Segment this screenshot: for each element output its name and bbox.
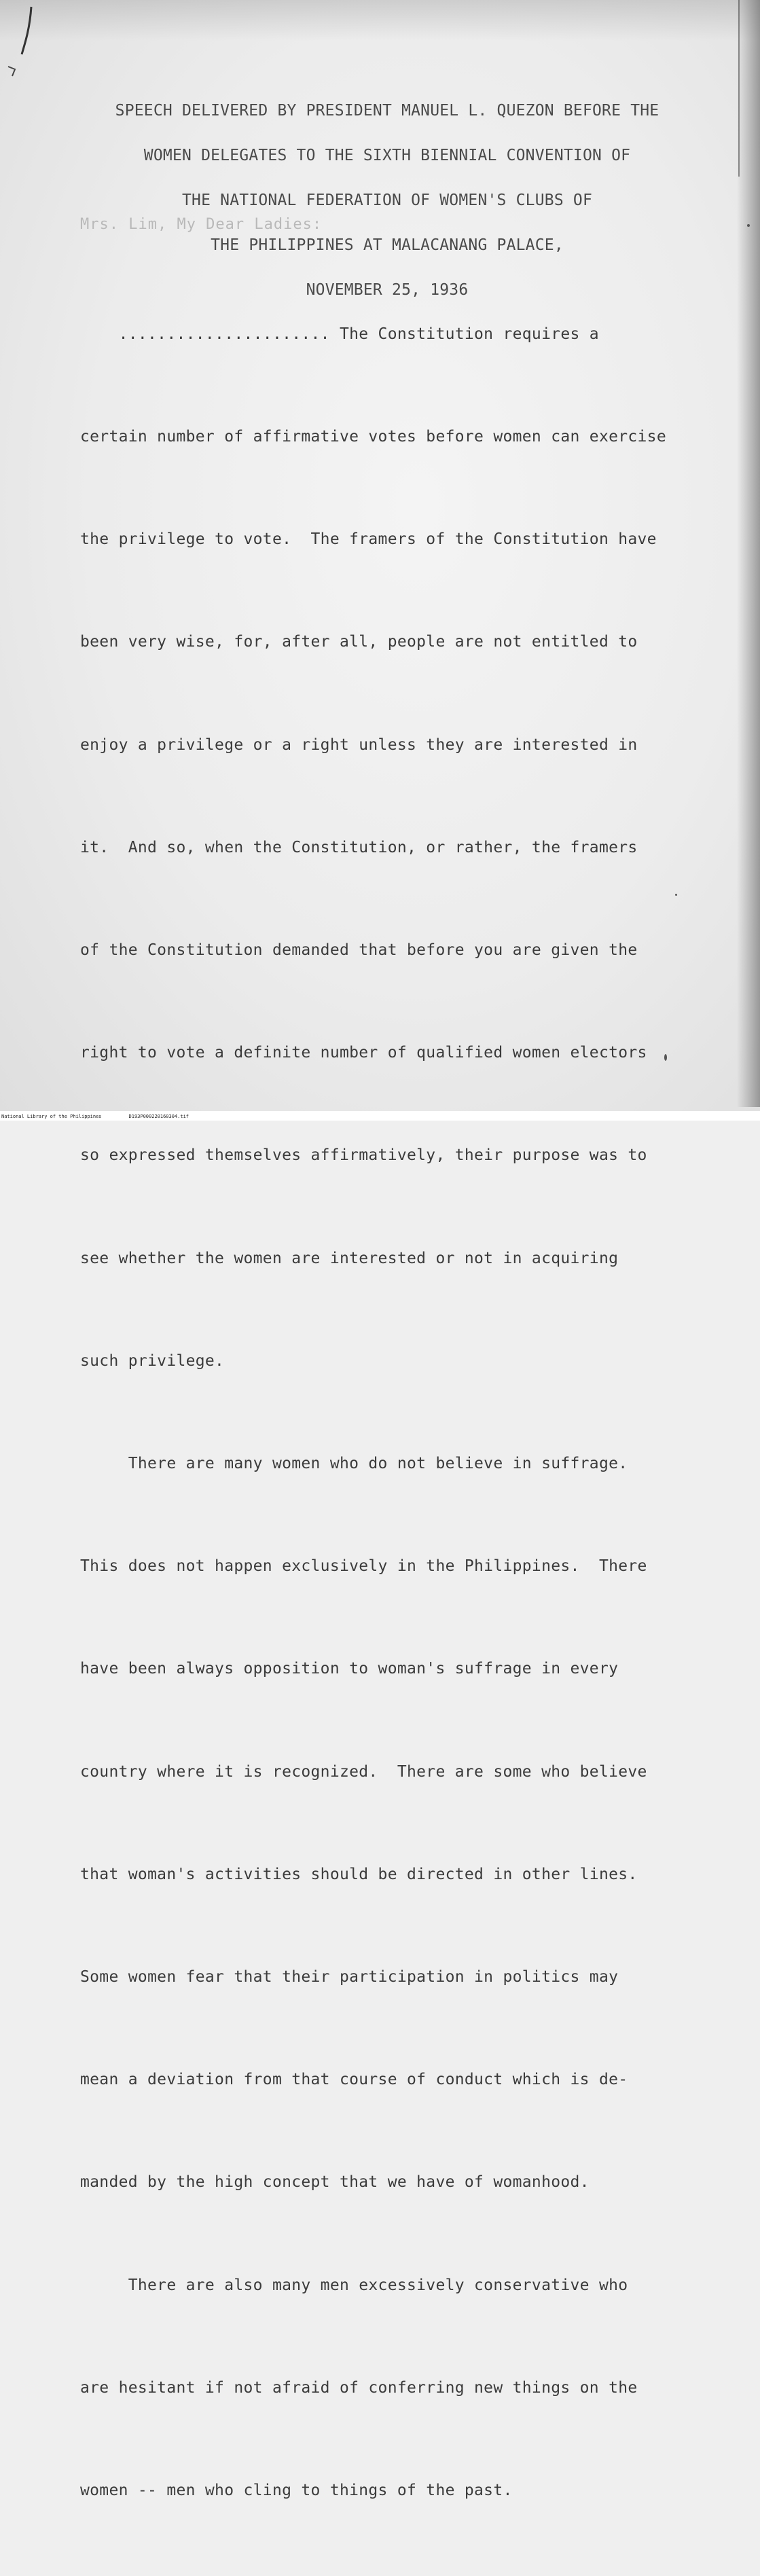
scan-speck	[675, 894, 677, 896]
text-line: enjoy a privilege or a right unless they are interested in	[80, 736, 638, 754]
heading-line: WOMEN DELEGATES TO THE SIXTH BIENNIAL CONVENTION OF	[143, 147, 631, 164]
text-line: certain number of affirmative votes before women can exercise	[80, 428, 666, 446]
text-line: manded by the high concept that we have of womanhood.	[80, 2173, 590, 2192]
text-line: There are also many men excessively conservative who	[80, 2276, 628, 2294]
text-line: This does not happen exclusively in the Philippines. There	[80, 1557, 647, 1576]
footer-source: National Library of the Philippines	[1, 1114, 102, 1119]
page-edge-shadow	[737, 0, 760, 1107]
text-line: There are many women who do not believe in suffrage.	[80, 1455, 628, 1473]
footer-code: D193P000220160304.tif	[128, 1114, 189, 1119]
text-line: been very wise, for, after all, people are not entitled to	[80, 633, 638, 651]
page-edge-line	[738, 0, 740, 177]
heading-line: NOVEMBER 25, 1936	[306, 281, 469, 299]
text-line: have been always opposition to woman's suffrage in every	[80, 1660, 619, 1678]
text-line: that woman's activities should be directed in other lines.	[80, 1865, 638, 1883]
text-line: mean a deviation from that course of conduct which is de-	[80, 2071, 628, 2089]
text-line: country where it is recognized. There are some who believe	[80, 1762, 647, 1781]
text-line: the privilege to vote. The framers of the Constitution have	[80, 530, 657, 549]
text-line: see whether the women are interested or not in acquiring	[80, 1249, 619, 1267]
heading-line: SPEECH DELIVERED BY PRESIDENT MANUEL L. QUEZON BEFORE THE	[115, 102, 659, 120]
text-line: Some women fear that their participation in politics may	[80, 1968, 619, 1987]
salutation: Mrs. Lim, My Dear Ladies:	[80, 216, 323, 233]
text-line: women -- men who cling to things of the past.	[80, 2482, 513, 2500]
text-line: of the Constitution demanded that before you are given the	[80, 941, 638, 960]
heading-line: THE PHILIPPINES AT MALACANANG PALACE,	[211, 236, 564, 254]
text-line: ...................... The Constitution requires a	[80, 325, 599, 343]
scan-mark	[5, 7, 46, 88]
text-line: so expressed themselves affirmatively, their purpose was to	[80, 1146, 647, 1165]
text-line: it. And so, when the Constitution, or rather, the framers	[80, 838, 638, 856]
heading-line: THE NATIONAL FEDERATION OF WOMEN'S CLUBS OF	[181, 192, 593, 209]
archive-footer	[1, 1114, 189, 1119]
scan-speck	[747, 224, 750, 227]
text-line: right to vote a definite number of qualified women electors	[80, 1044, 647, 1062]
speech-body	[80, 249, 732, 2576]
scan-speck	[664, 1054, 667, 1061]
text-line: such privilege.	[80, 1352, 225, 1370]
text-line: are hesitant if not afraid of conferring new things on the	[80, 2378, 638, 2397]
scan-shadow	[0, 0, 760, 41]
